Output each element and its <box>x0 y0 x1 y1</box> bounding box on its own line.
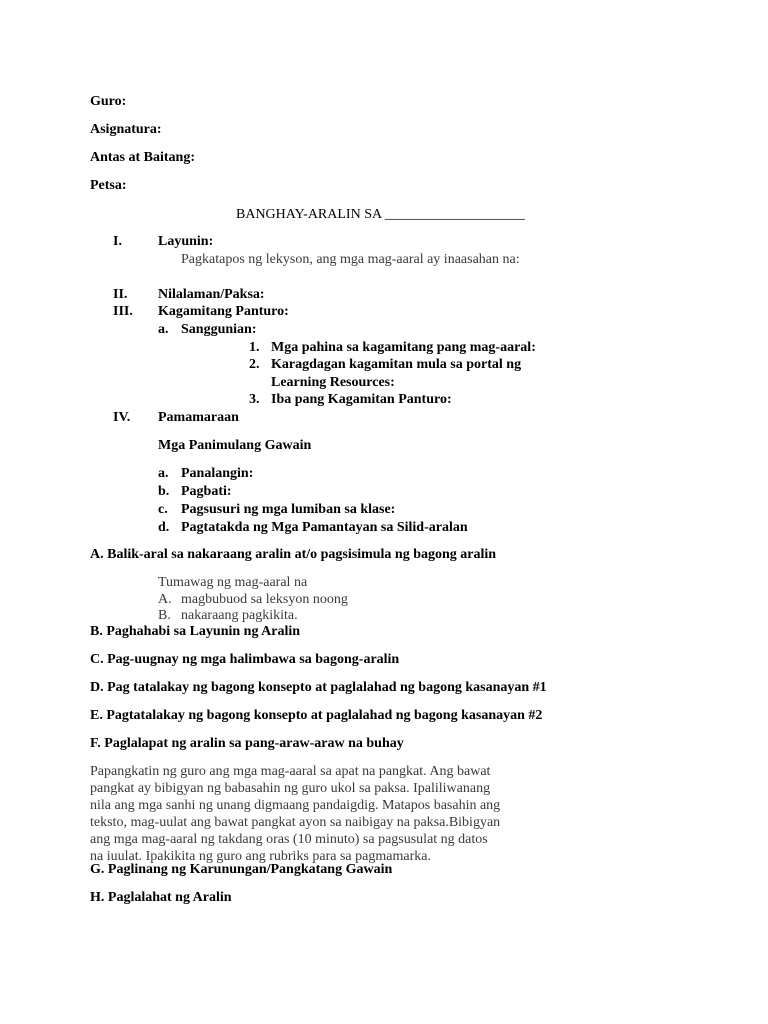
section4-label: Pamamaraan <box>158 410 239 425</box>
list-item: Pagsusuri ng mga lumiban sa klase: <box>181 502 396 517</box>
section2-label: Nilalaman/Paksa: <box>158 287 265 302</box>
list-item-letter: A. <box>158 592 172 607</box>
section4-subheading: Mga Panimulang Gawain <box>158 438 312 453</box>
section1-number: I. <box>113 234 122 249</box>
list-item: magbubuod sa leksyon noong <box>181 592 348 607</box>
section1-label: Layunin: <box>158 234 214 249</box>
partH-heading: H. Paglalahat ng Aralin <box>90 890 232 905</box>
guro-label: Guro: <box>90 94 127 109</box>
paragraph-line: pangkat ay bibigyan ng babasahin ng guro ukol sa paksa. Ipaliliwanang <box>90 781 491 796</box>
asignatura-label: Asignatura: <box>90 122 162 137</box>
section3-label: Kagamitang Panturo: <box>158 304 289 319</box>
list-item-continuation: Learning Resources: <box>271 375 395 390</box>
list-item: Karagdagan kagamitan mula sa portal ng <box>271 357 522 372</box>
section1-text: Pagkatapos ng lekyson, ang mga mag-aaral ay inaasahan na: <box>181 252 520 267</box>
section2-number: II. <box>113 287 128 302</box>
paragraph-line: na iuulat. Ipakikita ng guro ang rubriks para sa pagmamarka. <box>90 849 431 864</box>
partE-heading: E. Pagtatalakay ng bagong konsepto at paglalahad ng bagong kasanayan #2 <box>90 708 543 723</box>
paragraph-line: nila ang mga sanhi ng unang digmaang pandaigdig. Matapos basahin ang <box>90 798 501 813</box>
document-title: BANGHAY-ARALIN SA ____________________ <box>236 207 525 222</box>
partA-heading: A. Balik-aral sa nakaraang aralin at/o pagsisimula ng bagong aralin <box>90 547 497 562</box>
list-item: Pagbati: <box>181 484 232 499</box>
list-item-letter: d. <box>158 520 170 535</box>
section3-sub-label: Sanggunian: <box>181 322 257 337</box>
list-item-letter: B. <box>158 608 171 623</box>
partF-paragraph <box>90 763 510 865</box>
section3-sub-letter: a. <box>158 322 169 337</box>
list-item-number: 3. <box>249 392 260 407</box>
list-item-letter: b. <box>158 484 170 499</box>
partB-heading: B. Paghahabi sa Layunin ng Aralin <box>90 624 301 639</box>
paragraph-line: ang mga mag-aaral ng takdang oras (10 minuto) sa pagsusulat ng datos <box>90 832 488 847</box>
list-item: nakaraang pagkikita. <box>181 608 298 623</box>
list-item: Panalangin: <box>181 466 254 481</box>
partG-heading: G. Paglinang ng Karunungan/Pangkatang Gawain <box>90 862 393 877</box>
section3-number: III. <box>113 304 133 319</box>
partD-heading: D. Pag tatalakay ng bagong konsepto at paglalahad ng bagong kasanayan #1 <box>90 680 547 695</box>
list-item-letter: c. <box>158 502 168 517</box>
list-item-letter: a. <box>158 466 169 481</box>
list-item-number: 2. <box>249 357 260 372</box>
list-item: Pagtatakda ng Mga Pamantayan sa Silid-aralan <box>181 520 468 535</box>
partA-intro: Tumawag ng mag-aaral na <box>158 575 308 590</box>
paragraph-line: teksto, mag-uulat ang bawat pangkat ayon sa naibigay na paksa.Bibigyan <box>90 815 501 830</box>
list-item: Iba pang Kagamitan Panturo: <box>271 392 452 407</box>
list-item: Mga pahina sa kagamitang pang mag-aaral: <box>271 340 536 355</box>
paragraph-line: Papangkatin ng guro ang mga mag-aaral sa apat na pangkat. Ang bawat <box>90 764 491 779</box>
section4-number: IV. <box>113 410 131 425</box>
antas-label: Antas at Baitang: <box>90 150 196 165</box>
partC-heading: C. Pag-uugnay ng mga halimbawa sa bagong-aralin <box>90 652 400 667</box>
petsa-label: Petsa: <box>90 178 127 193</box>
partF-heading: F. Paglalapat ng aralin sa pang-araw-araw na buhay <box>90 736 404 751</box>
list-item-number: 1. <box>249 340 260 355</box>
